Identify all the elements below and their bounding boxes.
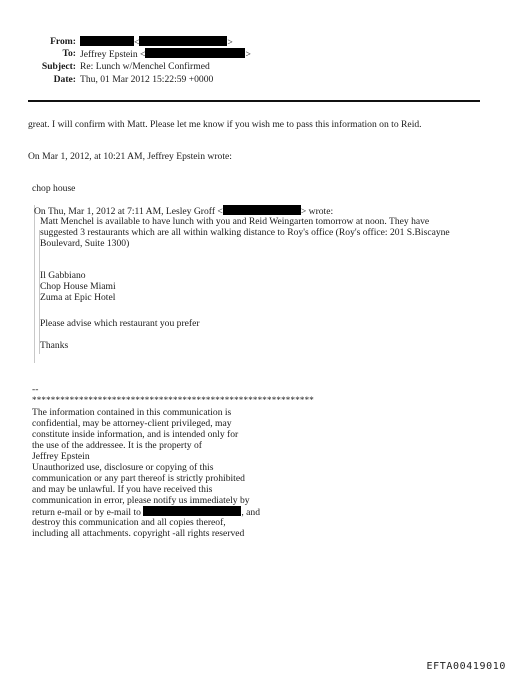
subject-label: Subject:: [41, 61, 76, 72]
subject-value: Re: Lunch w/Menchel Confirmed: [80, 61, 210, 72]
disclaimer-line: destroy this communication and all copies thereof,: [32, 517, 226, 528]
quote2-header: On Thu, Mar 1, 2012 at 7:11 AM, Lesley Groff < > wrote:: [34, 206, 334, 217]
redaction-block: [223, 205, 301, 215]
redaction-block: [145, 48, 245, 58]
disclaimer-line: confidential, may be attorney-client privileged, may: [32, 418, 232, 429]
advise-text: Please advise which restaurant you prefer: [40, 318, 200, 329]
disclaimer-line: communication in error, please notify us immediately by: [32, 495, 250, 506]
from-value: < >: [80, 36, 233, 48]
redaction-block: [139, 36, 227, 46]
disclaimer-line: and may be unlawful. If you have received this: [32, 484, 213, 495]
quote2-line: suggested 3 restaurants which are all within walking distance to Roy's office (Roy's office: 201 S.Biscayne: [40, 227, 450, 238]
disclaimer-line: constitute inside information, and is intended only for: [32, 429, 239, 440]
disclaimer-line: Unauthorized use, disclosure or copying of this: [32, 462, 214, 473]
date-value: Thu, 01 Mar 2012 15:22:59 +0000: [80, 74, 214, 85]
signature-dashes: --: [32, 384, 39, 395]
to-value: Jeffrey Epstein < >: [80, 49, 251, 60]
quote2-line: Boulevard, Suite 1300): [40, 238, 130, 249]
to-label: To:: [62, 48, 76, 59]
restaurant-item: Chop House Miami: [40, 281, 116, 292]
redaction-block: [80, 36, 134, 46]
disclaimer-email-line: return e-mail or by e-mail to , and: [32, 507, 261, 518]
restaurant-item: Il Gabbiano: [40, 270, 86, 281]
quote2-line: Matt Menchel is available to have lunch with you and Reid Weingarten tomorrow at noon. They have: [40, 216, 430, 227]
redaction-block: [143, 506, 241, 516]
signature-stars: ************************************************************: [32, 395, 314, 405]
thanks-text: Thanks: [40, 340, 69, 351]
document-id: EFTA00419010: [426, 661, 506, 672]
reply-text: great. I will confirm with Matt. Please let me know if you wish me to pass this information on to Reid.: [28, 119, 422, 130]
quote-bar-outer: [34, 205, 35, 363]
quote1-header: On Mar 1, 2012, at 10:21 AM, Jeffrey Epstein wrote:: [28, 151, 232, 162]
disclaimer-line: The information contained in this communication is: [32, 407, 232, 418]
header-divider: [28, 100, 480, 102]
restaurant-item: Zuma at Epic Hotel: [40, 292, 116, 303]
disclaimer-line: communication or any part thereof is strictly prohibited: [32, 473, 245, 484]
disclaimer-line: Jeffrey Epstein: [32, 451, 90, 462]
disclaimer-line: the use of the addressee. It is the property of: [32, 440, 202, 451]
quote1-text: chop house: [32, 183, 76, 194]
date-label: Date:: [53, 74, 76, 85]
from-label: From:: [50, 36, 76, 47]
disclaimer-line: including all attachments. copyright -all rights reserved: [32, 528, 245, 539]
